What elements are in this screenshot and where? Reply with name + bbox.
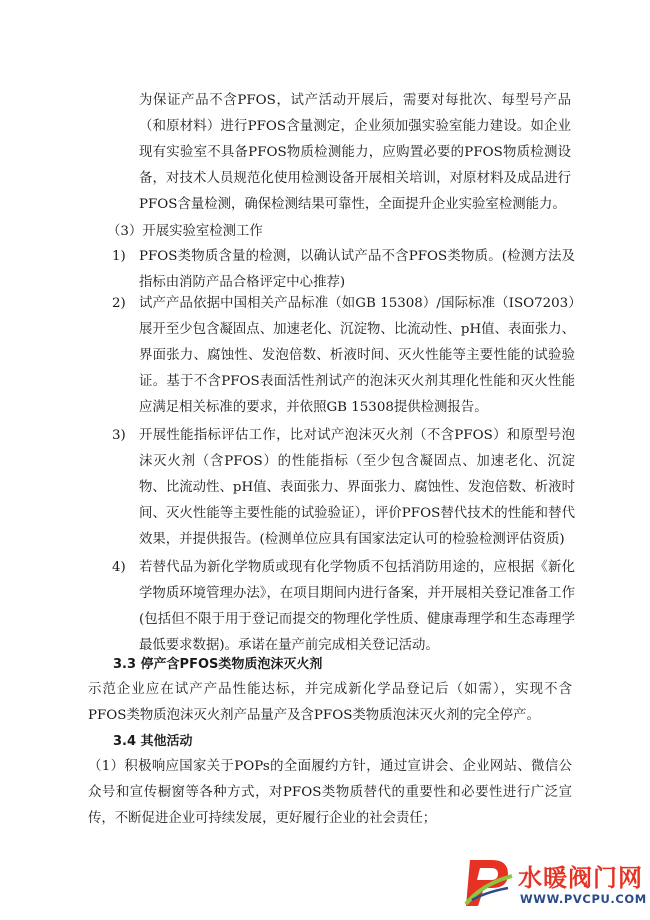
subsection-heading-3: （3）开展实验室检测工作	[107, 224, 263, 239]
list-item-text: 若替代品为新化学物质或现有化学物质不包括消防用途的，应根据《新化学物质环境管理办法》，在项目期间内进行备案，并开展相关登记准备工作(包括但不限于用于登记而提交的物理化学性质、健康毒理学和生态毒理学最低要求数据)。承诺在量产前完成相关登记活动。	[139, 560, 575, 653]
list-item-text: 试产产品依据中国相关产品标准（如GB 15308）/国际标准（ISO7203）展开至少包含凝固点、加速老化、沉淀物、比流动性、pH值、表面张力、界面张力、腐蚀性、发泡倍数、析液时间、灭火性能等主要性能的试验验证。基于不含PFOS表面活性剂试产的泡沫灭火剂其理化性能和灭火性能应满足相关标准的要求，并依照GB 15308提供检测报告。	[139, 296, 575, 415]
watermark-logo-icon	[462, 854, 516, 910]
section-3-4-paragraph: （1）积极响应国家关于POPs的全面履约方针，通过宣讲会、企业网站、微信公众号和宣传橱窗等各种方式，对PFOS类物质替代的重要性和必要性进行广泛宣传，不断促进企业可持续发展，更好履行企业的社会责任；	[88, 759, 572, 826]
section-heading-3-3: 3.3 停产含PFOS类物质泡沫灭火剂	[113, 657, 323, 672]
list-item-number: 4)	[112, 560, 126, 575]
list-item-number: 3)	[112, 428, 126, 443]
watermark-title: 水暖阀门网	[518, 864, 643, 892]
list-item-text: PFOS类物质含量的检测，以确认试产品不含PFOS类物质。(检测方法及指标由消防产品合格评定中心推荐)	[139, 249, 575, 290]
watermark-url: WWW.PVCPU.COM	[520, 892, 647, 906]
section-3-3-paragraph: 示范企业应在试产产品性能达标，并完成新化学品登记后（如需），实现不含PFOS类物质泡沫灭火剂产品量产及含PFOS类物质泡沫灭火剂的完全停产。	[88, 682, 572, 723]
section-heading-3-4: 3.4 其他活动	[113, 734, 193, 749]
watermark	[462, 852, 647, 914]
intro-paragraph: 为保证产品不含PFOS，试产活动开展后，需要对每批次、每型号产品（和原材料）进行PFOS含量测定，企业须加强实验室能力建设。如企业现有实验室不具备PFOS物质检测能力，应购置必要的PFOS物质检测设备，对技术人员规范化使用检测设备开展相关培训，对原材料及成品进行PFOS含量检测，确保检测结果可靠性，全面提升企业实验室检测能力。	[139, 93, 571, 212]
list-item-text: 开展性能指标评估工作，比对试产泡沫灭火剂（不含PFOS）和原型号泡沫灭火剂（含PFOS）的性能指标（至少包含凝固点、加速老化、沉淀物、比流动性、pH值、表面张力、界面张力、腐蚀性、发泡倍数、析液时间、灭火性能等主要性能的试验验证），评价PFOS替代技术的性能和替代效果，并提供报告。(检测单位应具有国家法定认可的检验检测评估资质)	[139, 428, 575, 547]
list-item-number: 2)	[112, 296, 126, 311]
list-item-number: 1)	[112, 249, 126, 264]
